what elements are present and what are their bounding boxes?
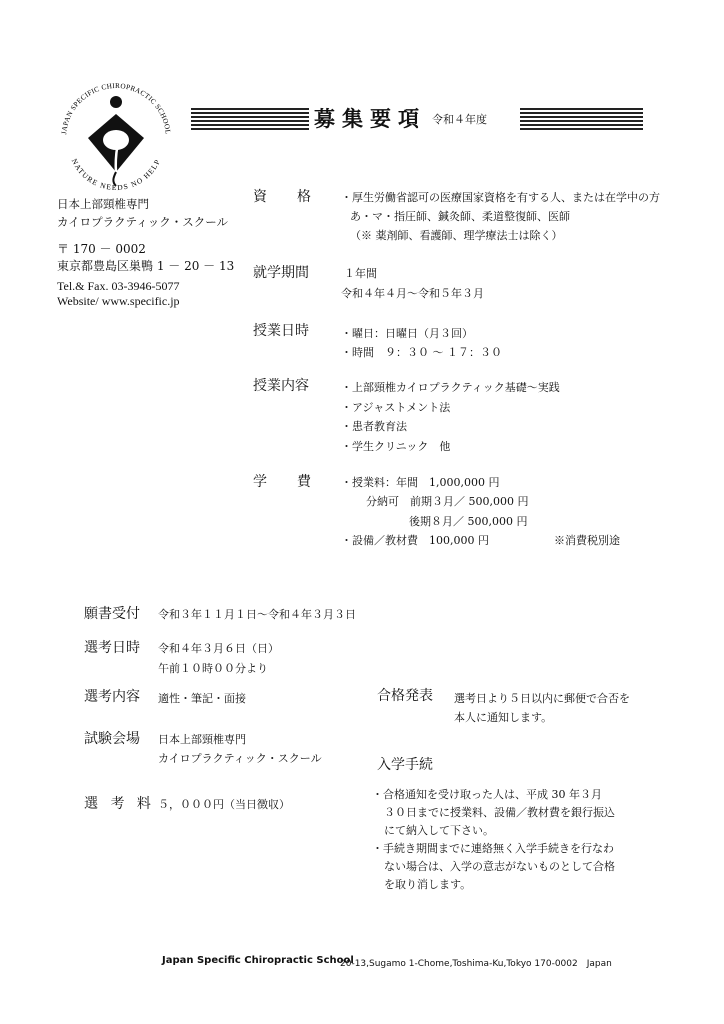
- results-line-2: 本人に通知します。: [454, 711, 553, 724]
- exam-fee-value: ５，０００円（当日徴収）: [158, 798, 290, 811]
- course-content-line-4: ・学生クリニック 他: [341, 440, 451, 453]
- exam-date-label: 選考日時: [84, 640, 140, 656]
- header-bars-right: [520, 108, 643, 132]
- fees-equipment: ・設備／教材費 100,000 円: [341, 534, 489, 547]
- exam-content-value: 適性・筆記・面接: [158, 692, 246, 705]
- exam-fee-label: 選 考 料: [84, 796, 155, 812]
- exam-venue-label: 試験会場: [84, 731, 140, 747]
- address: 東京都豊島区巣鴨 1 － 20 － 13: [57, 259, 235, 273]
- exam-venue-line-2: カイロプラクティック・スクール: [158, 752, 322, 765]
- fees-split-first: 分納可 前期３月／ 500,000 円: [366, 495, 529, 508]
- qualification-label-a: 資: [253, 189, 267, 205]
- qualification-line-1: ・厚生労働省認可の医療国家資格を有する人、または在学中の方: [341, 191, 660, 204]
- schedule-line-2: ・時間 ９：３０ ～ １７：３０: [341, 346, 502, 359]
- header-bars-left: [191, 108, 309, 132]
- exam-date-line-2: 午前１０時００分より: [158, 662, 268, 675]
- logo-bottom-text: NATURE NEEDS NO HELP: [69, 157, 163, 193]
- page-title: 募集要項: [314, 107, 426, 131]
- qualification-line-3: （※ 薬剤師、看護師、理学療法士は除く）: [350, 229, 563, 242]
- course-content-line-2: ・アジャストメント法: [341, 401, 451, 414]
- results-line-1: 選考日より５日以内に郵便で合否を: [454, 692, 630, 705]
- enrollment-line-6: を取り消します。: [384, 878, 472, 891]
- school-name-line1: 日本上部頸椎専門: [57, 197, 149, 211]
- course-content-label: 授業内容: [253, 378, 309, 394]
- enrollment-line-4: ・手続き期間までに連絡無く入学手続きを行なわ: [372, 842, 614, 855]
- schedule-line-1: ・曜日：日曜日（月３回）: [341, 327, 473, 340]
- enrollment-line-2: ３０日までに授業料、設備／教材費を銀行振込: [384, 806, 615, 819]
- fiscal-year: 令和４年度: [432, 113, 487, 126]
- course-content-line-1: ・上部頸椎カイロプラクティック基礎～実践: [341, 381, 560, 394]
- fees-label-b: 費: [297, 474, 311, 490]
- application-label: 願書受付: [84, 606, 140, 622]
- tel-fax: Tel.& Fax. 03-3946-5077: [57, 279, 180, 293]
- enrollment-label: 入学手続: [377, 757, 433, 773]
- fees-tax-note: ※消費税別途: [554, 534, 620, 547]
- enrollment-line-3: にて納入して下さい。: [384, 824, 494, 837]
- period-line-2: 令和４年４月～令和５年３月: [341, 287, 484, 300]
- exam-venue-line-1: 日本上部頸椎専門: [158, 733, 246, 746]
- application-period: 令和３年１１月１日～令和４年３月３日: [158, 608, 356, 621]
- footer-address: 20-13,Sugamo 1-Chome,Toshima-Ku,Tokyo 170-0002 Japan: [340, 959, 612, 969]
- results-label: 合格発表: [377, 688, 433, 704]
- course-content-line-3: ・患者教育法: [341, 420, 407, 433]
- logo-top-text: JAPAN SPECIFIC CHIROPRACTIC SCHOOL: [60, 81, 172, 135]
- fees-tuition: ・授業料：年間 1,000,000 円: [341, 476, 500, 489]
- exam-content-label: 選考内容: [84, 689, 140, 705]
- logo-head-shape: [110, 96, 122, 108]
- schedule-label: 授業日時: [253, 323, 309, 339]
- fees-split-second: 後期８月／ 500,000 円: [409, 515, 528, 528]
- period-label: 就学期間: [253, 265, 309, 281]
- website: Website/ www.specific.jp: [57, 294, 180, 308]
- exam-date-line-1: 令和４年３月６日（日）: [158, 642, 279, 655]
- period-line-1: １年間: [344, 267, 377, 280]
- qualification-label-b: 格: [297, 189, 311, 205]
- fees-label-a: 学: [253, 474, 267, 490]
- enrollment-line-1: ・合格通知を受け取った人は、平成 30 年３月: [372, 788, 602, 801]
- school-name-line2: カイロプラクティック・スクール: [57, 215, 229, 229]
- school-logo: [50, 68, 182, 200]
- qualification-line-2: あ・マ・指圧師、鍼灸師、柔道整復師、医師: [350, 210, 570, 223]
- postal-code: 〒 170 － 0002: [57, 242, 146, 256]
- enrollment-line-5: ない場合は、入学の意志がないものとして合格: [384, 860, 615, 873]
- footer-school-name: Japan Specific Chiropractic School: [162, 955, 354, 966]
